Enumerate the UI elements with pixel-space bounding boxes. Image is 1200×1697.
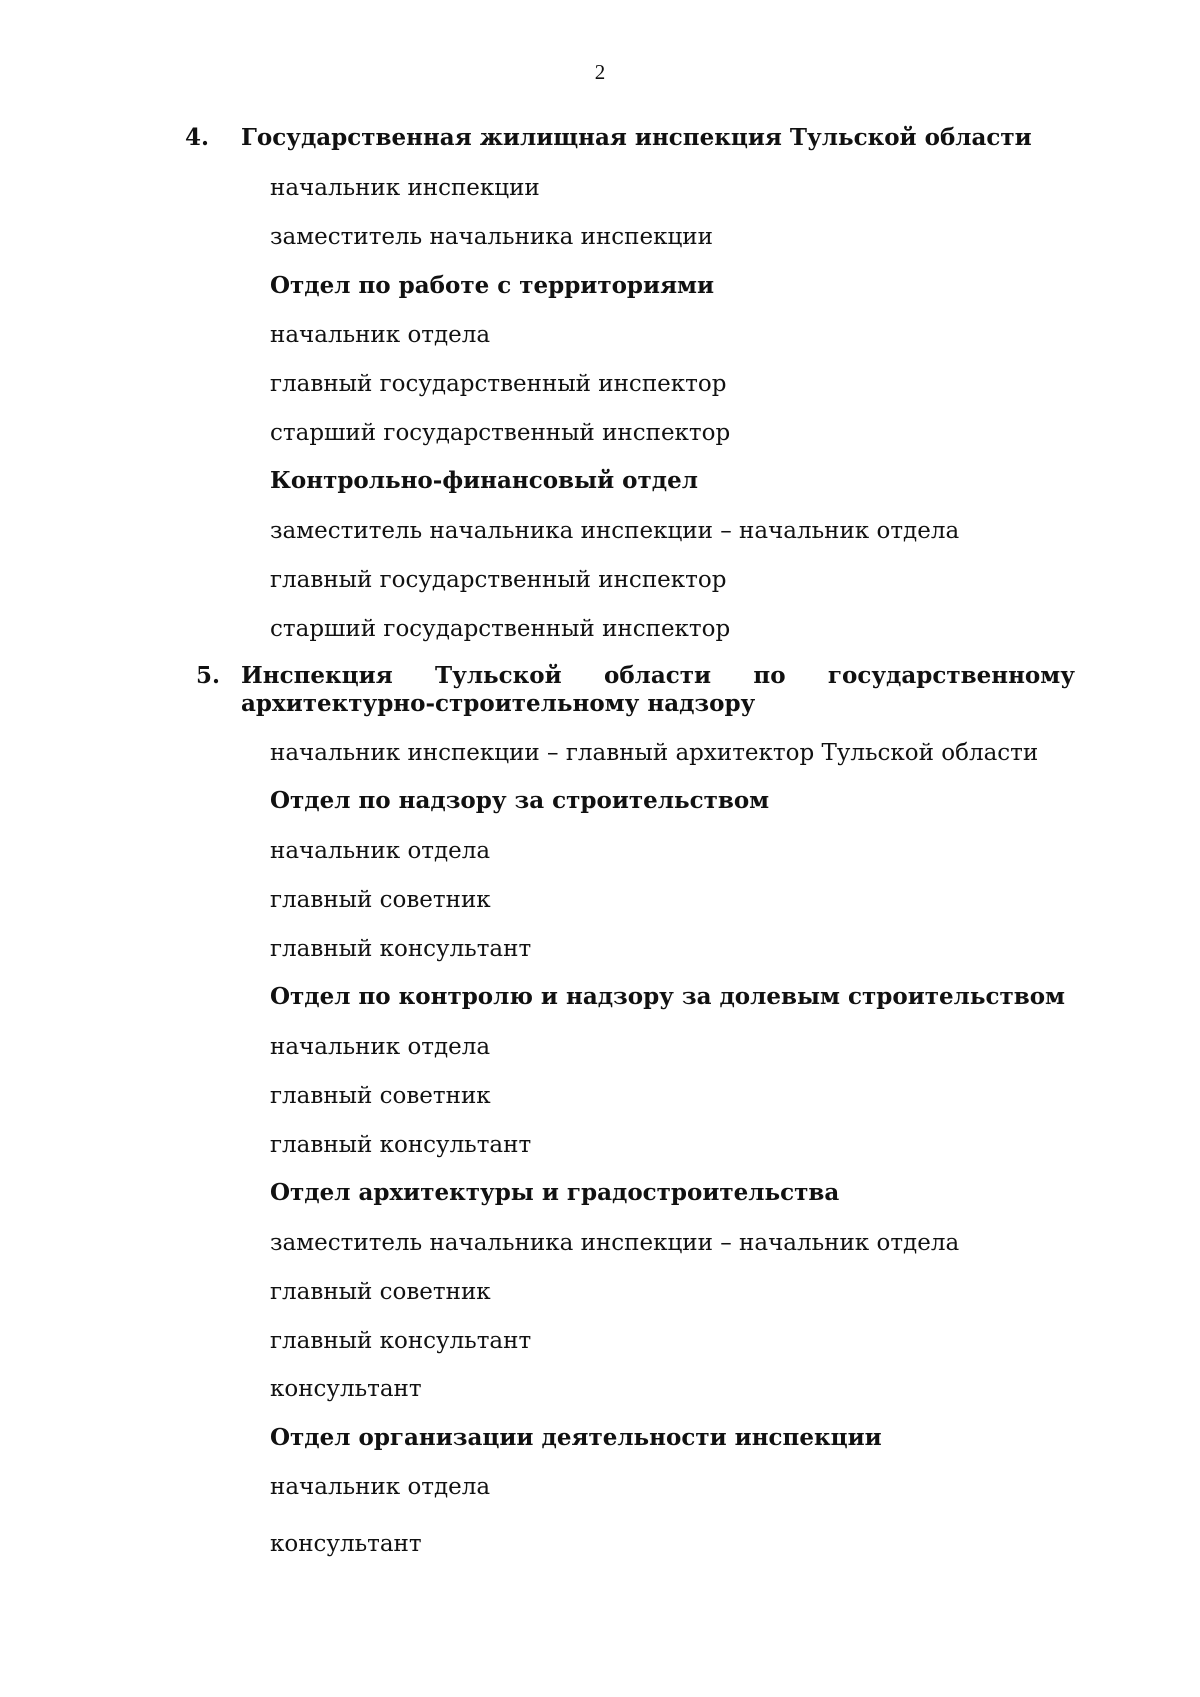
- department-title: Отдел по надзору за строительством: [270, 787, 770, 814]
- position-line: заместитель начальника инспекции – начальник отдела: [270, 518, 960, 544]
- position-line: начальник отдела: [270, 838, 491, 864]
- section-4-title: Государственная жилищная инспекция Тульской области: [241, 124, 1032, 151]
- position-line: консультант: [270, 1531, 422, 1557]
- department-title: Отдел по контролю и надзору за долевым строительством: [270, 983, 1066, 1010]
- section-5-title-line-1: [241, 662, 1075, 690]
- position-line: главный государственный инспектор: [270, 371, 727, 397]
- section-5-title-line-2: архитектурно-строительному надзору: [241, 690, 756, 717]
- position-line: главный советник: [270, 1279, 491, 1305]
- title-word: государственному: [827, 662, 1075, 689]
- department-title: Отдел по работе с территориями: [270, 272, 715, 299]
- page-number: 2: [594, 60, 606, 84]
- position-line: главный советник: [270, 1083, 491, 1109]
- department-title: Контрольно-финансовый отдел: [270, 467, 698, 494]
- position-line: старший государственный инспектор: [270, 420, 731, 446]
- position-line: консультант: [270, 1376, 422, 1402]
- section-4-line-2: заместитель начальника инспекции: [270, 224, 713, 250]
- position-line: старший государственный инспектор: [270, 616, 731, 642]
- position-line: главный советник: [270, 887, 491, 913]
- position-line: начальник отдела: [270, 1034, 491, 1060]
- position-line: главный консультант: [270, 1132, 532, 1158]
- position-line: начальник отдела: [270, 1474, 491, 1500]
- position-line: начальник отдела: [270, 322, 491, 348]
- title-word: Тульской: [435, 662, 562, 689]
- title-word: по: [753, 662, 786, 689]
- section-4-line-1: начальник инспекции: [270, 175, 540, 201]
- section-5-line-1: начальник инспекции – главный архитектор Тульской области: [270, 740, 1039, 766]
- department-title: Отдел архитектуры и градостроительства: [270, 1179, 840, 1206]
- position-line: главный консультант: [270, 936, 532, 962]
- position-line: главный государственный инспектор: [270, 567, 727, 593]
- title-word: Инспекция: [241, 662, 393, 689]
- section-4-number: 4.: [185, 124, 210, 151]
- position-line: заместитель начальника инспекции – начальник отдела: [270, 1230, 960, 1256]
- section-5-number: 5.: [196, 662, 221, 689]
- department-title: Отдел организации деятельности инспекции: [270, 1424, 882, 1451]
- title-word: области: [603, 662, 712, 689]
- position-line: главный консультант: [270, 1328, 532, 1354]
